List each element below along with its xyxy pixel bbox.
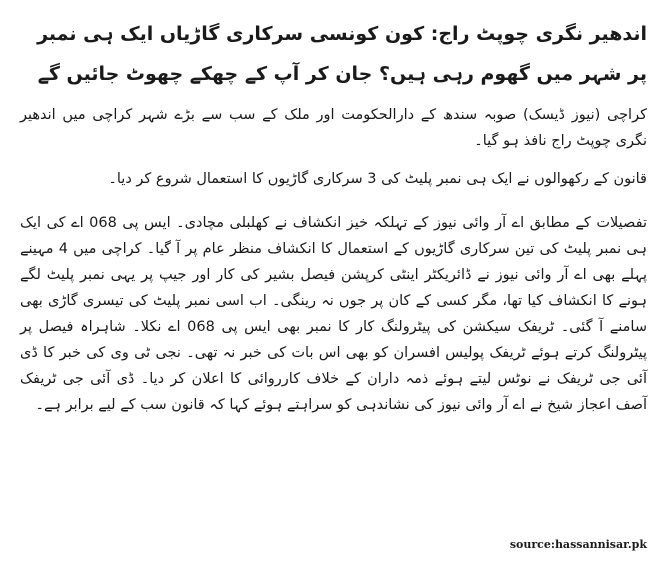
article-paragraph-summary: قانون کے رکھوالوں نے ایک ہی نمبر پلیٹ کی 3 سرکاری گاڑیوں کا استعمال شروع کر دیا۔ [108,171,647,187]
article-paragraph-details: تفصیلات کے مطابق اے آر وائی نیوز کے تہلکہ خیز انکشاف نے کھلبلی مچادی۔ ایس پی 068 اے کی ایک ہی نمبر پلیٹ کی تین سرکاری گاڑیوں کے استعمال کا انکشاف منظر عام پر آ گیا۔ کراچی میں 4 مہینے پہلے بھی اے آر وائی نیوز نے ڈائریکٹر اینٹی کرپشن فیصل بشیر کی کار اور جیپ پر یہی نمبر پلیٹ لگے ہونے کا انکشاف کیا تھا، مگر کسی کے کان پر جوں نہ رینگی۔ اب اسی نمبر پلیٹ کی تیسری گاڑی بھی سامنے آ گئی۔ ٹریفک سیکشن کی پیٹرولنگ کار کا نمبر بھی ایس پی 068 اے نکلا۔ شاہراہ فیصل پر پیٹرولنگ کرتے ہوئے ٹریفک پولیس افسران کو بھی اس بات کی خبر نہ تھی۔ نجی ٹی وی کی خبر کا ڈی آئی جی ٹریفک نے نوٹس لیتے ہوئے ذمہ داران کے خلاف کارروائی کا اعلان کر دیا۔ ڈی آئی جی ٹریفک آصف اعجاز شیخ نے اے آر وائی نیوز کی نشاندہی کو سراہتے ہوئے کہا کہ قانون سب کے لیے برابر ہے۔ [20,215,648,413]
article-paragraph-intro: کراچی (نیوز ڈیسک) صوبہ سندھ کے دارالحکومت اور ملک کے سب سے بڑے شہر کراچی میں اندھیر نگری چوپٹ راج نافذ ہو گیا۔ [20,107,647,149]
source-credit: source:hassannisar.pk [509,538,647,551]
article-headline: اندھیر نگری چوپٹ راج: کون کونسی سرکاری گاڑیاں ایک ہی نمبر پر شہر میں گھوم رہی ہیں؟ جان کر آپ کے چھکے چھوٹ جائیں گے [37,23,647,85]
